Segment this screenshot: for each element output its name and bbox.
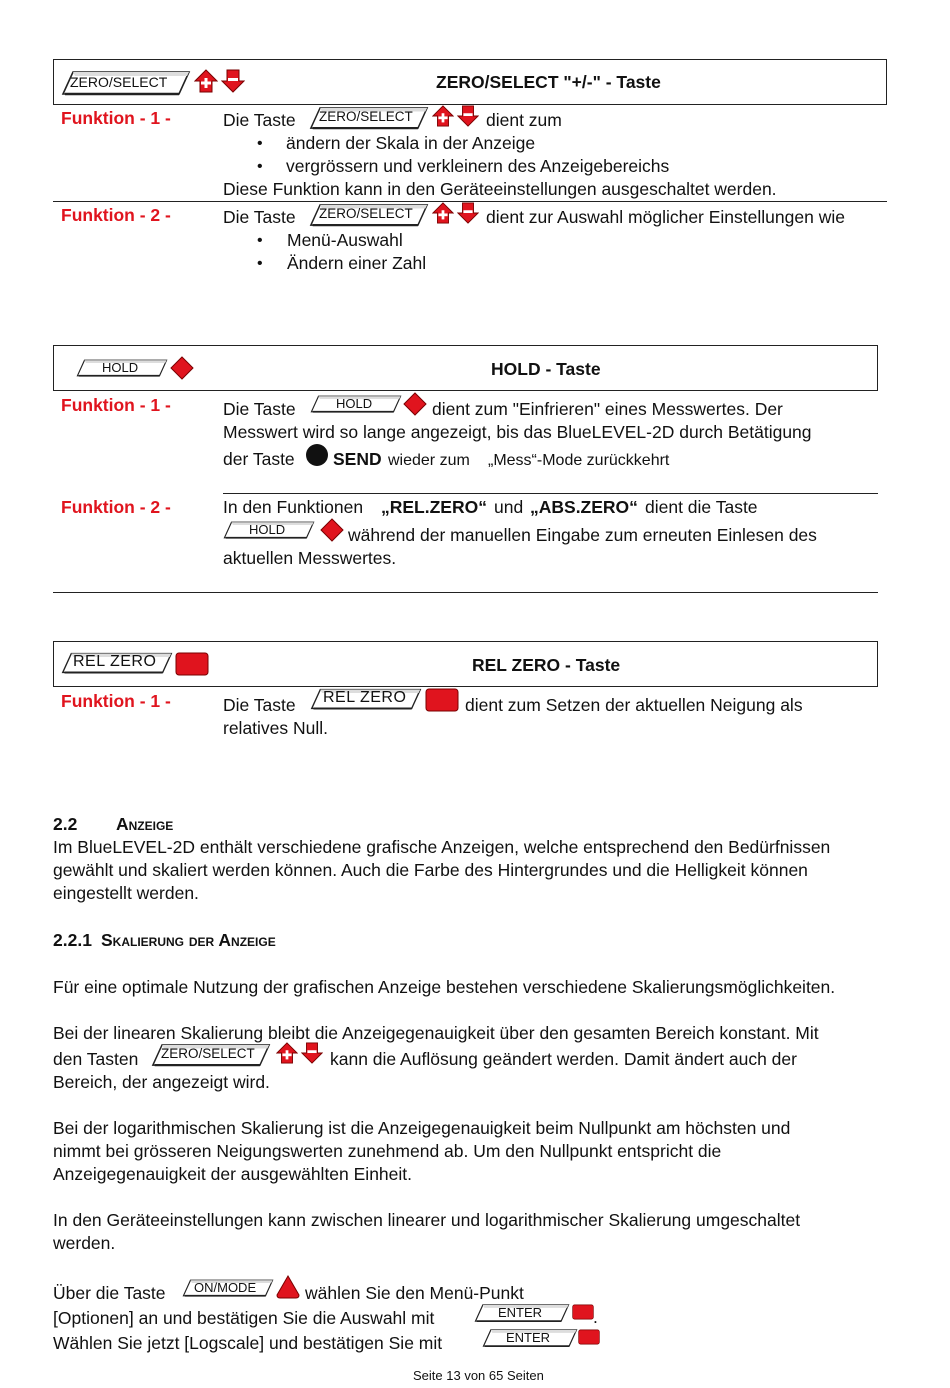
anzeige-p3-line3: Bereich, der angezeigt wird. [53, 1072, 270, 1092]
rel-zero-key [310, 687, 422, 711]
rel-f1-line2: relatives Null. [223, 718, 329, 738]
red-square-icon [175, 652, 209, 676]
hold-f2-text-b: „REL.ZERO“ [381, 497, 487, 517]
hold-key [223, 519, 315, 541]
bullet-icon: • [257, 158, 263, 175]
anzeige-p5-line2: werden. [53, 1233, 116, 1253]
subsection-number: 2.2.1 [53, 930, 92, 950]
red-square-icon [578, 1327, 600, 1347]
zero-f1-label: Funktion - 1 - [61, 108, 171, 128]
hold-key-label: HOLD [336, 396, 373, 411]
zero-select-key [308, 203, 430, 227]
hold-key-label: HOLD [249, 522, 286, 537]
rel-zero-key-label: REL ZERO [323, 689, 407, 706]
rel-zero-key-label: REL ZERO [73, 653, 157, 670]
zero-select-key [150, 1043, 272, 1067]
zero-select-title: ZERO/SELECT "+/-" - Taste [436, 72, 661, 92]
send-label: SEND [333, 449, 382, 469]
zero-f1-bullet-1: ändern der Skala in der Anzeige [286, 133, 536, 153]
rel-f1-label: Funktion - 1 - [61, 691, 171, 711]
divider [223, 493, 878, 494]
red-diamond-icon [320, 518, 344, 542]
hold-key-label: HOLD [102, 360, 139, 375]
zero-f1-note: Diese Funktion kann in den Geräteeinstellungen ausgeschaltet werden. [223, 179, 777, 199]
anzeige-p6-line3-pre: Wählen Sie jetzt [Logscale] und bestätigen Sie mit [53, 1333, 443, 1353]
hold-key [310, 393, 402, 415]
zero-f1-pre: Die Taste [223, 110, 296, 130]
on-mode-key-label: ON/MODE [194, 1280, 257, 1295]
hold-f2-line2: während der manuellen Eingabe zum erneuten Einlesen des [348, 525, 817, 545]
minus-arrow-down-icon [301, 1042, 323, 1064]
hold-key [76, 357, 168, 379]
hold-f2-text-e: dient die Taste [645, 497, 758, 517]
hold-f1-line3-pre: der Taste [223, 449, 295, 469]
bullet-icon: • [257, 232, 263, 249]
bullet-icon: • [257, 135, 263, 152]
plus-arrow-up-icon [432, 202, 454, 224]
red-square-icon [425, 688, 459, 712]
enter-key [474, 1302, 570, 1324]
anzeige-p3-line2-pre: den Tasten [53, 1049, 139, 1069]
anzeige-p2: Für eine optimale Nutzung der grafischen Anzeige bestehen verschiedene Skalierungsmöglichkeiten. [53, 977, 836, 997]
hold-f2-label: Funktion - 2 - [61, 497, 171, 517]
rel-f1-post: dient zum Setzen der aktuellen Neigung als [465, 695, 803, 715]
anzeige-p4-line1: Bei der logarithmischen Skalierung ist die Anzeigegenauigkeit beim Nullpunkt am höchsten und [53, 1118, 791, 1138]
section-heading: Anzeige [116, 814, 174, 834]
zero-f1-bullet-2: vergrössern und verkleinern des Anzeigebereichs [286, 156, 670, 176]
hold-f1-pre: Die Taste [223, 399, 296, 419]
zero-f2-post: dient zur Auswahl möglicher Einstellungen wie [486, 207, 845, 227]
zero-select-key-label: ZERO/SELECT [319, 109, 413, 124]
anzeige-p1-line2: gewählt und skaliert werden können. Auch die Farbe des Hintergrundes und die Helligkeit können [53, 860, 808, 880]
divider [53, 592, 878, 593]
zero-f2-bullet-2: Ändern einer Zahl [287, 253, 427, 273]
minus-arrow-down-icon [457, 202, 479, 224]
page-footer: Seite 13 von 65 Seiten [413, 1368, 544, 1383]
hold-f2-line3: aktuellen Messwertes. [223, 548, 397, 568]
plus-arrow-up-icon [432, 105, 454, 127]
zero-select-key [308, 106, 430, 130]
zero-select-key-label: ZERO/SELECT [319, 206, 413, 221]
anzeige-p5-line1: In den Geräteeinstellungen kann zwischen linearer und logarithmischer Skalierung umgeschaltet [53, 1210, 801, 1230]
red-diamond-icon [170, 356, 194, 380]
anzeige-p1-line1: Im BlueLEVEL-2D enthält verschiedene grafische Anzeigen, welche entsprechend den Bedürfnissen [53, 837, 831, 857]
minus-arrow-down-icon [221, 69, 245, 93]
hold-f2-text-a: In den Funktionen [223, 497, 364, 517]
anzeige-p6-line2-post: . [593, 1307, 598, 1327]
plus-arrow-up-icon [194, 69, 218, 93]
zero-f2-bullet-1: Menü-Auswahl [287, 230, 403, 250]
anzeige-p4-line2: nimmt bei grösseren Neigungswerten zunehmend ab. Um den Nullpunkt entspricht die [53, 1141, 722, 1161]
anzeige-p6-line1-pre: Über die Taste [53, 1283, 166, 1303]
zero-select-key [60, 70, 192, 96]
zero-f1-post: dient zum [486, 110, 562, 130]
hold-f1-post: dient zum "Einfrieren" eines Messwertes. Der [432, 399, 783, 419]
enter-key-label: ENTER [498, 1305, 543, 1320]
zero-f2-label: Funktion - 2 - [61, 205, 171, 225]
anzeige-p6-line1-post: wählen Sie den Menü-Punkt [305, 1283, 524, 1303]
hold-f1-label: Funktion - 1 - [61, 395, 171, 415]
hold-f1-line3-mid: wieder zum [388, 452, 470, 469]
black-circle-icon [306, 444, 328, 466]
enter-key-label: ENTER [506, 1330, 551, 1345]
zero-f2-pre: Die Taste [223, 207, 296, 227]
rel-zero-title: REL ZERO - Taste [472, 655, 621, 675]
bullet-icon: • [257, 255, 263, 272]
rel-zero-key [61, 651, 173, 675]
anzeige-p6-line2-pre: [Optionen] an und bestätigen Sie die Auswahl mit [53, 1308, 435, 1328]
section-number: 2.2 [53, 814, 78, 834]
on-mode-key [182, 1277, 274, 1299]
zero-select-key-label: ZERO/SELECT [161, 1046, 255, 1061]
red-triangle-icon [276, 1275, 300, 1299]
rel-f1-pre: Die Taste [223, 695, 296, 715]
enter-key [482, 1327, 578, 1349]
red-diamond-icon [403, 392, 427, 416]
minus-arrow-down-icon [457, 105, 479, 127]
anzeige-p1-line3: eingestellt werden. [53, 883, 199, 903]
anzeige-p3-line2-post: kann die Auflösung geändert werden. Damit ändert auch der [330, 1049, 797, 1069]
plus-arrow-up-icon [276, 1042, 298, 1064]
hold-f2-text-d: „ABS.ZERO“ [530, 497, 638, 517]
subsection-heading: Skalierung der Anzeige [101, 930, 276, 950]
hold-f1-line2: Messwert wird so lange angezeigt, bis das BlueLEVEL-2D durch Betätigung [223, 422, 812, 442]
hold-f1-line3-post: „Mess“-Mode zurückkehrt [488, 452, 670, 469]
anzeige-p4-line3: Anzeigegenauigkeit der ausgewählten Einheit. [53, 1164, 413, 1184]
red-square-icon [572, 1302, 594, 1322]
zero-select-key-label: ZERO/SELECT [70, 74, 168, 90]
anzeige-p3-line1: Bei der linearen Skalierung bleibt die Anzeigegenauigkeit über den gesamten Bereich konstant. Mit [53, 1023, 819, 1043]
hold-f2-text-c: und [494, 497, 524, 517]
hold-title: HOLD - Taste [491, 359, 601, 379]
